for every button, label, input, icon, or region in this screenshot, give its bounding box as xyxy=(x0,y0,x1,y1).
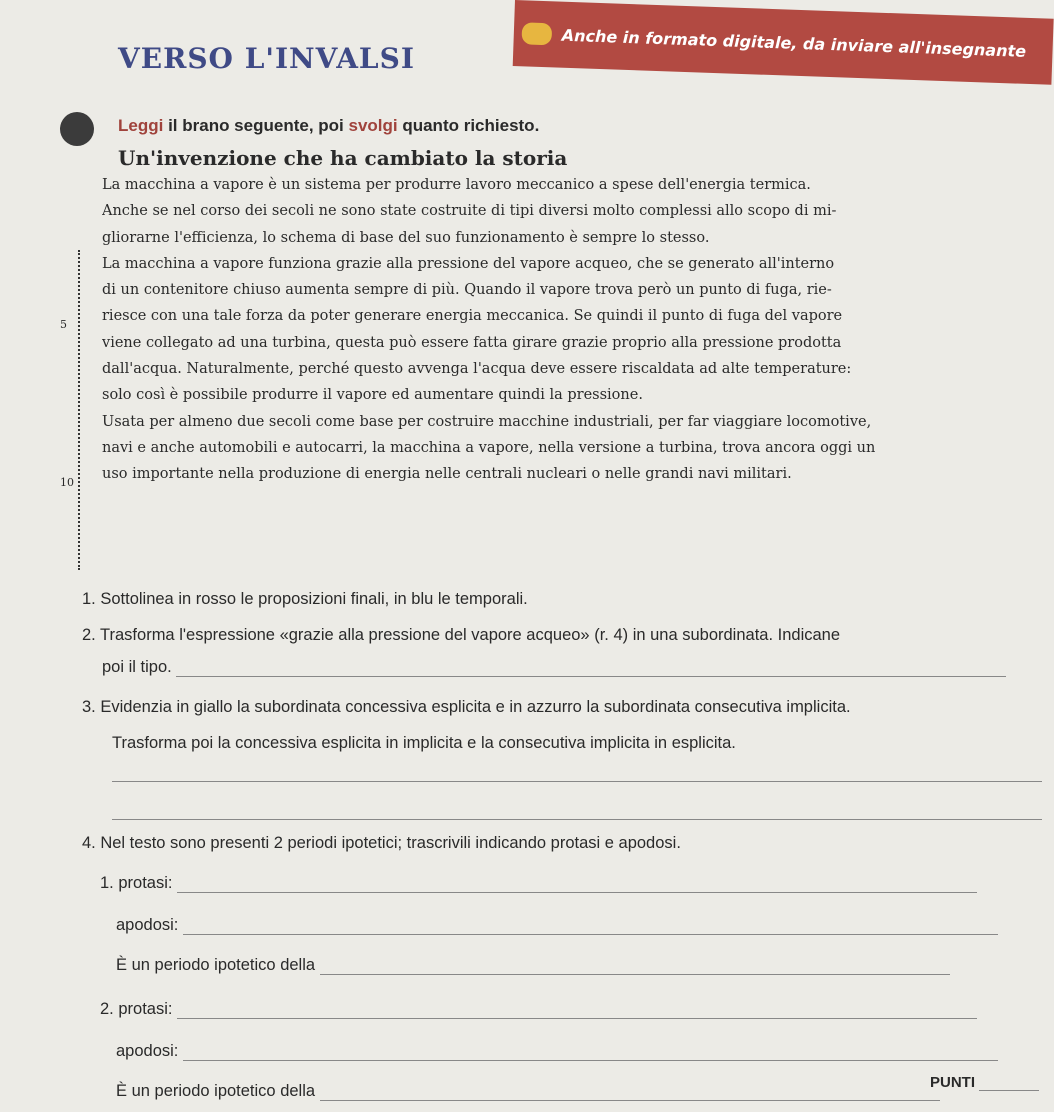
answer-line[interactable] xyxy=(112,780,1042,782)
question-1: 1. Sottolinea in rosso le proposizioni finali, in blu le temporali. xyxy=(82,590,528,608)
pair-1-tipo: È un periodo ipotetico della xyxy=(116,956,316,974)
points-label xyxy=(930,1074,1039,1091)
pair-1-protasi: 1. protasi: xyxy=(100,874,173,892)
question-3-cont: Trasforma poi la concessiva esplicita in implicita e la consecutiva implicita in esplicita. xyxy=(112,734,736,752)
points-field[interactable] xyxy=(979,1078,1039,1091)
question-2: 2. Trasforma l'espressione «grazie alla pressione del vapore acqueo» (r. 4) in una subordinata. Indicane xyxy=(82,626,841,644)
answer-line[interactable] xyxy=(320,960,950,975)
passage-line: dall'acqua. Naturalmente, perché questo avvenga l'acqua deve essere riscaldata ad alte temperature: xyxy=(102,361,852,378)
answer-line[interactable] xyxy=(177,878,977,893)
answer-line[interactable] xyxy=(183,1046,998,1061)
answer-line[interactable] xyxy=(177,1004,977,1019)
margin-dots xyxy=(78,250,82,570)
passage-line: uso importante nella produzione di energia nelle centrali nucleari o nelle grandi navi militari. xyxy=(102,466,792,483)
instructions xyxy=(118,116,539,136)
digital-format-banner xyxy=(513,0,1054,85)
pair-2-protasi-row xyxy=(100,1000,1042,1042)
section-title: VERSO L'INVALSI xyxy=(118,42,415,75)
question-4: 4. Nel testo sono presenti 2 periodi ipotetici; trascrivili indicando protasi e apodosi. xyxy=(82,834,681,852)
pair-1-protasi-row xyxy=(100,874,1042,916)
passage-line: Usata per almeno due secoli come base per costruire macchine industriali, per far viaggiare locomotive, xyxy=(102,413,872,430)
answer-line[interactable] xyxy=(183,920,998,935)
question-2-tail: poi il tipo. xyxy=(102,658,172,676)
passage-line: di un contenitore chiuso aumenta sempre di più. Quando il vapore trova però un punto di fuga, rie- xyxy=(102,282,832,299)
passage-line: viene collegato ad una turbina, questa può essere fatta girare grazie proprio alla pressione prodotta xyxy=(102,334,842,351)
instruction-end: quanto richiesto. xyxy=(397,116,540,135)
question-2-cont xyxy=(102,658,1042,698)
pair-2-apodosi-row xyxy=(116,1042,1042,1082)
passage-line: gliorarne l'efficienza, lo schema di base del suo funzionamento è sempre lo stesso. xyxy=(102,229,710,246)
pair-2-protasi: 2. protasi: xyxy=(100,1000,173,1018)
instruction-leggi: Leggi xyxy=(118,116,164,135)
passage-line: riesce con una tale forza da poter generare energia meccanica. Se quindi il punto di fuga del vapore xyxy=(102,308,843,325)
passage-line: La macchina a vapore è un sistema per produrre lavoro meccanico a spese dell'energia termica. xyxy=(102,177,811,193)
pair-1-apodosi-row xyxy=(116,916,1042,956)
cloud-icon xyxy=(521,22,552,45)
passage-line: solo così è possibile produrre il vapore ed aumentare quindi la pressione. xyxy=(102,387,643,404)
answer-line[interactable] xyxy=(112,818,1042,820)
pair-2-tipo: È un periodo ipotetico della xyxy=(116,1082,316,1100)
pair-1-apodosi: apodosi: xyxy=(116,916,179,934)
passage-line: Anche se nel corso dei secoli ne sono state costruite di tipi diversi molto complessi allo scopo di mi- xyxy=(102,203,837,220)
task-icon xyxy=(60,112,94,146)
pair-2-apodosi: apodosi: xyxy=(116,1042,179,1060)
answer-line[interactable] xyxy=(176,662,1006,677)
instruction-middle: il brano seguente, poi xyxy=(163,116,349,135)
question-3: 3. Evidenzia in giallo la subordinata concessiva esplicita e in azzurro la subordinata consecutiva implicita. xyxy=(82,698,851,716)
instruction-svolgi: svolgi xyxy=(348,116,398,135)
story-passage xyxy=(102,172,1052,488)
exercise-questions xyxy=(82,590,1042,1112)
pair-1-tipo-row xyxy=(116,956,1042,1000)
story-title: Un'invenzione che ha cambiato la storia xyxy=(118,146,568,170)
points-text: PUNTI xyxy=(930,1074,975,1091)
pair-2-tipo-row xyxy=(116,1082,1042,1112)
banner-text: Anche in formato digitale, da inviare all'insegnante xyxy=(561,25,1027,61)
line-number-5: 5 xyxy=(60,318,67,331)
answer-line[interactable] xyxy=(320,1086,940,1101)
passage-line: La macchina a vapore funziona grazie alla pressione del vapore acqueo, che se generato all'interno xyxy=(102,255,835,272)
line-number-10: 10 xyxy=(60,476,74,489)
passage-line: navi e anche automobili e autocarri, la macchina a vapore, nella versione a turbina, trova ancora oggi un xyxy=(102,439,876,456)
